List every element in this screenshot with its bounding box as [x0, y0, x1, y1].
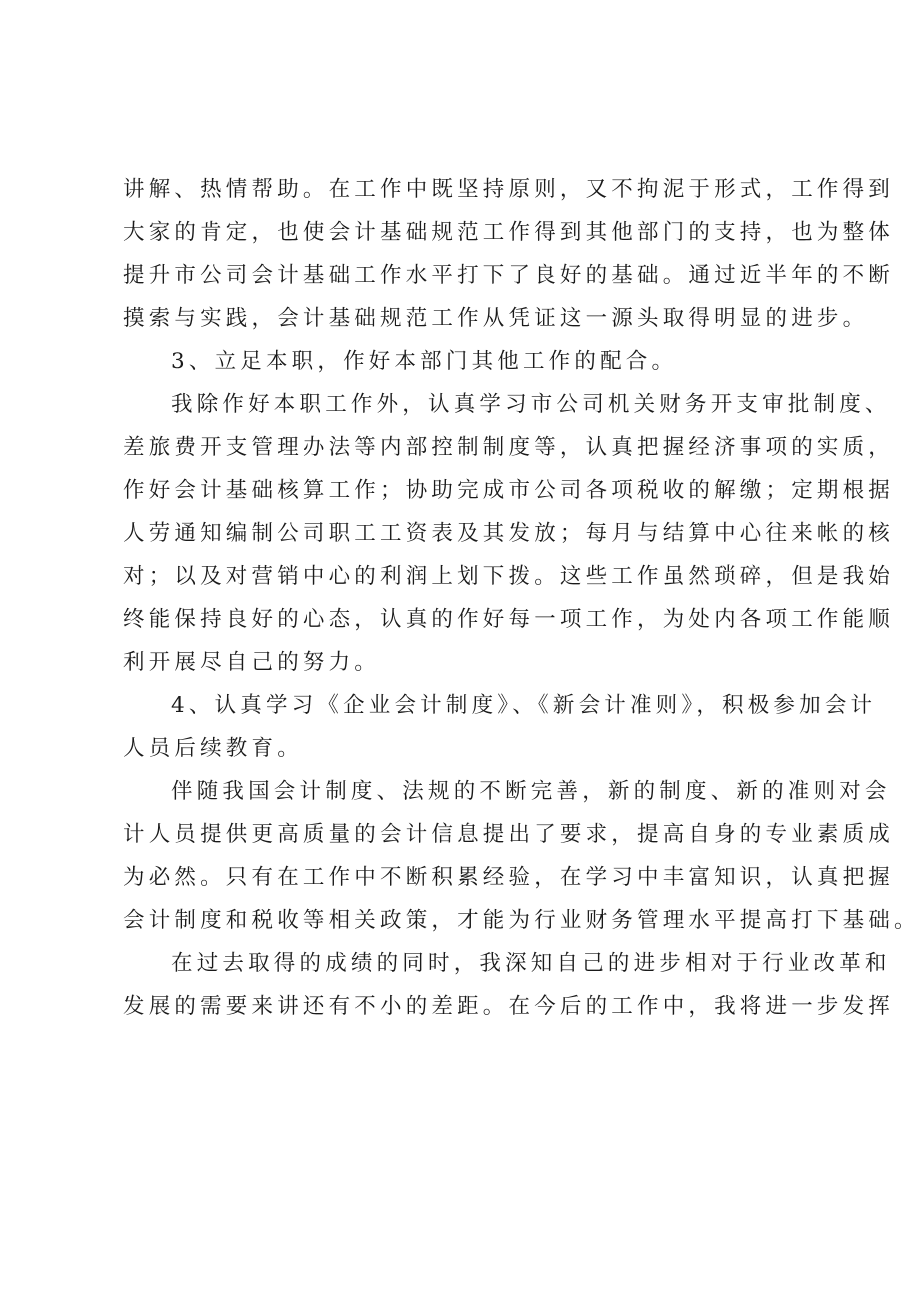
text-line: 为必然。只有在工作中不断积累经验，在学习中丰富知识，认真把握	[123, 865, 895, 890]
text-line: 在过去取得的成绩的同时，我深知自己的进步相对于行业改革和	[171, 951, 891, 976]
text-line: 我除作好本职工作外，认真学习市公司机关财务开支审批制度、	[171, 392, 891, 417]
paragraph-6	[123, 942, 895, 1028]
text-line: 对；以及对营销中心的利润上划下拨。这些工作虽然琐碎，但是我始	[123, 564, 895, 589]
text-line: 终能保持良好的心态，认真的作好每一项工作，为处内各项工作能顺	[123, 607, 895, 632]
text-line: 利开展尽自己的努力。	[123, 650, 381, 675]
section-heading: 3、立足本职，作好本部门其他工作的配合。	[171, 349, 678, 374]
paragraph-2-heading	[123, 340, 843, 383]
section-heading-continued: 人员后续教育。	[123, 736, 303, 761]
text-line: 会计制度和税收等相关政策，才能为行业财务管理水平提高打下基础。	[123, 908, 920, 933]
paragraph-5	[123, 770, 920, 942]
paragraph-3	[123, 383, 895, 684]
paragraph-1	[123, 168, 895, 340]
text-line: 作好会计基础核算工作；协助完成市公司各项税收的解缴；定期根据	[123, 478, 895, 503]
document-body	[123, 168, 920, 1028]
text-line: 差旅费开支管理办法等内部控制制度等，认真把握经济事项的实质，	[123, 435, 895, 460]
text-line: 发展的需要来讲还有不小的差距。在今后的工作中，我将进一步发挥	[123, 994, 895, 1019]
section-heading: 4、认真学习《企业会计制度》、《新会计准则》，积极参加会计	[171, 693, 877, 718]
paragraph-4-heading	[123, 684, 877, 770]
text-line: 讲解、热情帮助。在工作中既坚持原则，又不拘泥于形式，工作得到	[123, 177, 895, 202]
text-line: 伴随我国会计制度、法规的不断完善，新的制度、新的准则对会	[171, 779, 891, 804]
text-line: 摸索与实践，会计基础规范工作从凭证这一源头取得明显的进步。	[123, 306, 869, 331]
text-line: 计人员提供更高质量的会计信息提出了要求，提高自身的专业素质成	[123, 822, 895, 847]
text-line: 人劳通知编制公司职工工资表及其发放；每月与结算中心往来帐的核	[123, 521, 895, 546]
text-line: 提升市公司会计基础工作水平打下了良好的基础。通过近半年的不断	[123, 263, 895, 288]
text-line: 大家的肯定，也使会计基础规范工作得到其他部门的支持，也为整体	[123, 220, 895, 245]
